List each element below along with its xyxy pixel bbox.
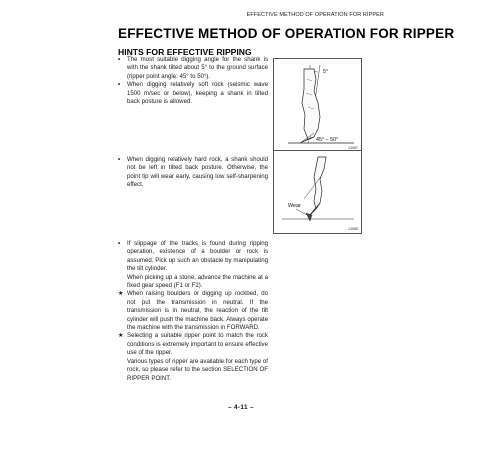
bullet-star: ★: [118, 290, 124, 298]
bullet-dot: •: [118, 56, 121, 63]
figure-point-wear: [273, 150, 362, 234]
paragraph-ripper-types: Various types of ripper are available for each type of rock, so please refer to the section SELECTION OF RIPPER POINT.: [127, 357, 268, 382]
ripper-angle-diagram: [274, 59, 361, 151]
wear-label: Wear: [288, 203, 301, 209]
bullet-soft-rock: • When digging relatively soft rock (seismic wave 1500 m/sec or below), keeping a shank in tilted back posture is allowed.: [118, 81, 268, 106]
figure-code: 13086: [348, 227, 358, 231]
point-angle-label: 45° – 50°: [316, 137, 339, 143]
text-block-2: [118, 156, 268, 190]
bullet-ripper-point: ★ Selecting a suitable ripper point to match the rock conditions is extremely important to ensure effective use of the ripper.: [118, 332, 268, 357]
angle-label: 5°: [323, 69, 329, 75]
page-title: EFFECTIVE METHOD OF OPERATION FOR RIPPER: [118, 26, 455, 41]
bullet-star: ★: [118, 332, 124, 340]
bullet-dot: •: [118, 240, 121, 247]
bullet-dot: •: [118, 156, 121, 163]
text-block-3: [118, 240, 268, 383]
point-wear-diagram: [274, 151, 361, 233]
page-number: – 4-11 –: [228, 404, 254, 411]
bullet-transmission: ★ When raising boulders or digging up rockbed, do not put the transmission in neutral. If the transmission is in neutral, the reaction of the tilt cylinder will push the machine back. Always operate the machine with the transmission in FORWARD.: [118, 290, 268, 332]
bullet-dot: •: [118, 81, 121, 89]
bullet-track-slippage: • If slippage of the tracks is found during ripping operation, existence of a boulder or rock is assumed. Pick up such an obstacle by manipulating the tilt cylinder.: [118, 240, 268, 273]
section-heading: HINTS FOR EFFECTIVE RIPPING: [118, 47, 252, 57]
figure-code: 13087: [348, 146, 358, 150]
bullet-digging-angle: • The most suitable digging angle for the shank is with the shank tilted about 5° to the ground surface (ripper point angle: 45° to 50°).: [118, 56, 268, 80]
text-block-1: [118, 56, 268, 106]
figure-ripper-angle: [273, 58, 362, 152]
paragraph-stone-pickup: When picking up a stone, advance the machine at a fixed gear speed (F1 or F2).: [127, 273, 268, 290]
running-header: EFFECTIVE METHOD OF OPERATION FOR RIPPER: [246, 12, 384, 18]
bullet-hard-rock: • When digging relatively hard rock, a shank should not be left in tilted back posture. Otherwise, the point tip will wear early, causing low self-sharpening effect.: [118, 156, 268, 189]
